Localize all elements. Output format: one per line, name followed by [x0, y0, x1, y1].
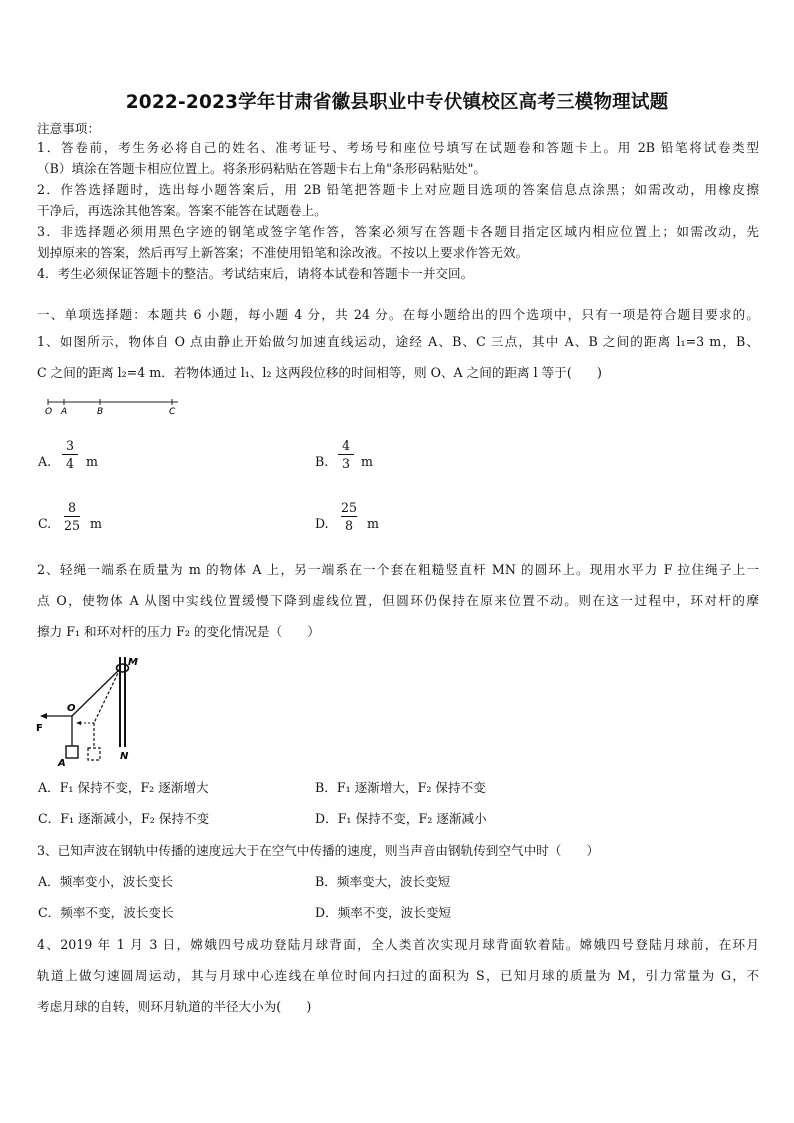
option-c: C．频率不变，波长变长 [38, 905, 174, 920]
option-label: A. [38, 454, 52, 469]
numerator: 25 [340, 500, 358, 515]
section-heading: 一、单项选择题：本题共 6 小题，每小题 4 分，共 24 分。在每小题给出的四个选项中，只有一项是符合题目要求的。 [37, 307, 759, 322]
option-a: A．频率变小，波长变长 [38, 874, 174, 889]
option-label: D. [315, 516, 329, 531]
fraction [336, 438, 356, 471]
page-title: 2022-2023学年甘肃省徽县职业中专伏镇校区高考三模物理试题 [125, 92, 669, 113]
notice-line: 4．考生必须保证答题卡的整洁。考试结束后，请将本试卷和答题卡一并交回。 [37, 266, 474, 281]
question-3-text: 3、已知声波在钢轨中传播的速度远大于在空气中传播的速度，则当声音由钢轨传到空气中时（ ） [37, 843, 600, 858]
option-a: A．F₁ 保持不变，F₂ 逐渐增大 [38, 780, 209, 795]
question-2-text: 擦力 F₁ 和环对杆的压力 F₂ 的变化情况是（ ） [37, 624, 320, 639]
notice-line: 3．非选择题必须用黑色字迹的钢笔或签字笔作答，答案必须写在答题卡各题目指定区域内相应位置上；如需改动，先 [37, 224, 759, 239]
option-c: C．F₁ 逐渐减小，F₂ 保持不变 [38, 811, 210, 826]
numerator: 4 [341, 438, 350, 453]
figure-label-a: A [58, 758, 66, 769]
notice-line: 干净后，再选涂其他答案。答案不能答在试题卷上。 [37, 203, 327, 218]
denominator: 8 [344, 518, 353, 533]
option-b: B．频率变大，波长变短 [315, 874, 451, 889]
option-b: B．F₁ 逐渐增大，F₂ 保持不变 [315, 780, 486, 795]
notice-line: 划掉原来的答案，然后再写上新答案；不准使用铅笔和涂改液。不按以上要求作答无效。 [37, 245, 529, 260]
figure-label-c: C [169, 407, 176, 417]
denominator: 25 [63, 518, 81, 533]
question-4-text: 考虑月球的自转，则环月轨道的半径大小为( ) [37, 999, 312, 1014]
option-label: B. [315, 454, 329, 469]
figure-label-m: M [128, 657, 138, 668]
figure-label-n: N [120, 751, 129, 762]
denominator: 4 [65, 456, 74, 471]
denominator: 3 [341, 456, 350, 471]
numerator: 3 [65, 438, 74, 453]
notice-heading: 注意事项： [37, 121, 100, 136]
notice-line: （B）填涂在答题卡相应位置上。将条形码粘贴在答题卡右上角"条形码粘贴处"。 [37, 161, 487, 176]
figure-label-o: O [67, 703, 76, 714]
unit: m [86, 454, 98, 469]
unit: m [367, 516, 379, 531]
q2-rod-figure [36, 651, 146, 769]
option-label: C. [38, 516, 52, 531]
option-d: D．频率不变，波长变短 [315, 905, 452, 920]
figure-label-b: B [97, 407, 104, 417]
question-1-text: C 之间的距离 l₂=4 m．若物体通过 l₁、l₂ 这两段位移的时间相等，则 O、A 之间的距离 l 等于( ) [37, 365, 602, 380]
question-4-text: 4、2019 年 1 月 3 日，嫦娥四号成功登陆月球背面，全人类首次实现月球背面软着陆。嫦娥四号登陆月球前，在环月 [37, 937, 759, 952]
numerator: 8 [67, 500, 76, 515]
notice-line: 2．作答选择题时，选出每小题答案后，用 2B 铅笔把答题卡上对应题目选项的答案信息点涂黑；如需改动，用橡皮擦 [37, 182, 759, 197]
question-2-text: 2、轻绳一端系在质量为 m 的物体 A 上，另一端系在一个套在粗糙竖直杆 MN 的圆环上。现用水平力 F 拉住绳子上一 [37, 562, 759, 577]
question-4-text: 轨道上做匀速圆周运动，其与月球中心连线在单位时间内扫过的面积为 S，已知月球的质量为 M，引力常量为 G，不 [37, 968, 759, 983]
question-1-text: 1、如图所示，物体自 O 点由静止开始做匀加速直线运动，途经 A、B、C 三点，其中 A、B 之间的距离 l₁=3 m，B、 [37, 334, 759, 349]
fraction [339, 500, 359, 533]
unit: m [90, 516, 102, 531]
notice-line: 1．答卷前，考生务必将自己的姓名、准考证号、考场号和座位号填写在试题卷和答题卡上。用 2B 铅笔将试卷类型 [37, 140, 759, 155]
figure-label-o: O [45, 407, 53, 417]
unit: m [361, 454, 373, 469]
question-2-text: 点 O，使物体 A 从图中实线位置缓慢下降到虚线位置，但圆环仍保持在原来位置不动。则在这一过程中，环对杆的摩 [37, 593, 759, 608]
figure-label-a: A [61, 407, 68, 417]
option-d: D．F₁ 保持不变，F₂ 逐渐减小 [315, 811, 487, 826]
q1-line-figure [38, 395, 188, 417]
figure-label-f: F [36, 723, 43, 734]
fraction [62, 500, 82, 533]
fraction [60, 438, 80, 471]
